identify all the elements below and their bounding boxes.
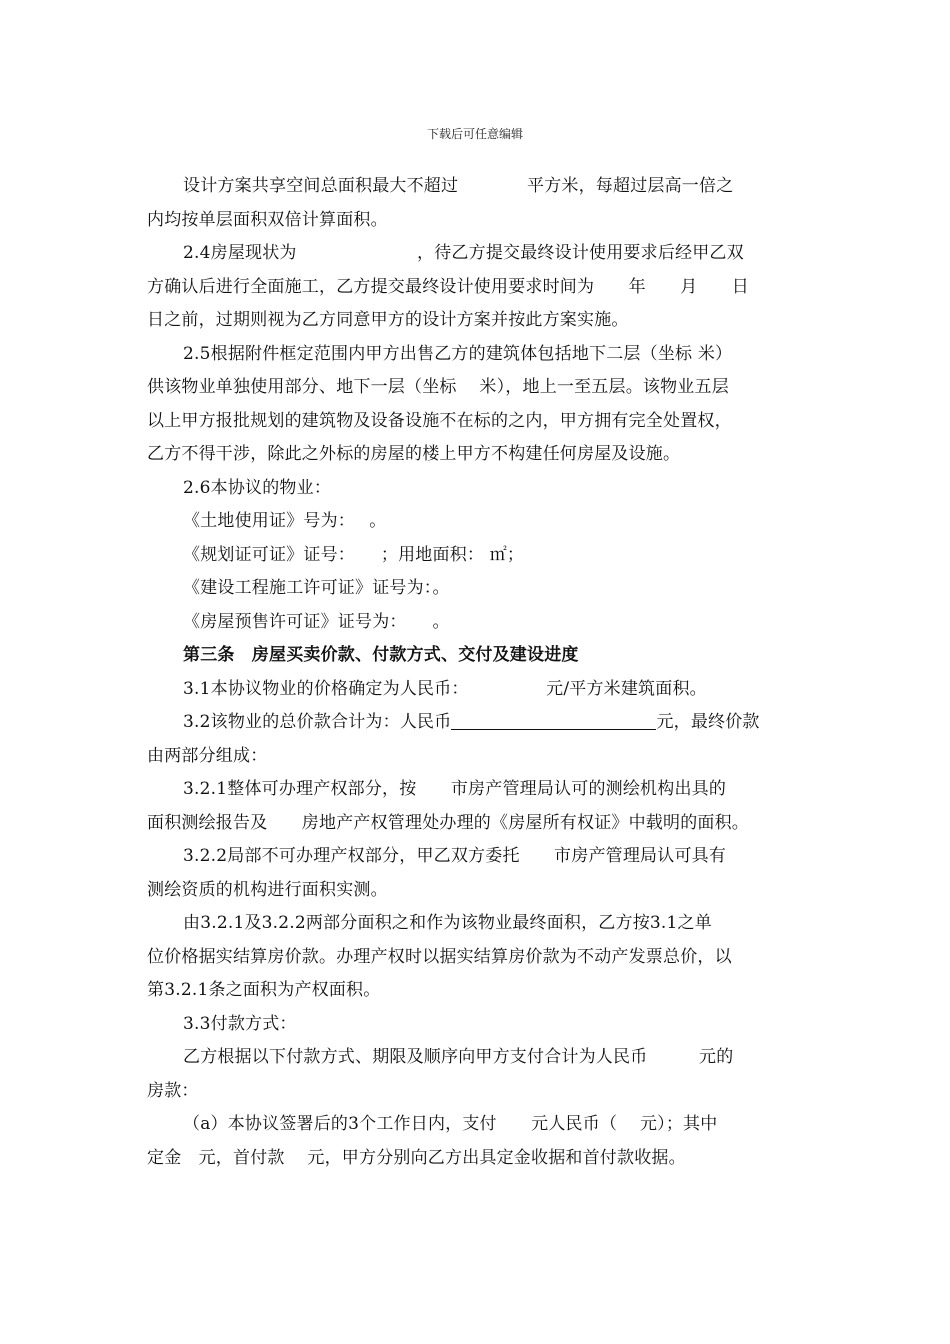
text-line: 日之前，过期则视为乙方同意甲方的设计方案并按此方案实施。 (147, 310, 629, 330)
text-line: 《土地使用证》号为： 。 (183, 511, 387, 531)
text-line: 《房屋预售许可证》证号为： 。 (183, 611, 450, 632)
text-line: 由3.2.1及3.2.2两部分面积之和作为该物业最终面积，乙方按3.1之单 (183, 913, 712, 933)
text-line: 以上甲方报批规划的建筑物及设备设施不在标的之内，甲方拥有完全处置权， (147, 410, 732, 431)
text-line: 供该物业单独使用部分、地下一层（坐标 米），地上一至五层。该物业五层 (147, 377, 729, 397)
page-header: 下载后可任意编辑 (426, 127, 523, 141)
text-line: 3.2.1整体可办理产权部分，按 市房产管理局认可的测绘机构出具的 (183, 779, 727, 799)
text-line: 2.6本协议的物业： (183, 477, 332, 498)
section-heading: 第三条 房屋买卖价款、付款方式、交付及建设进度 (183, 645, 579, 665)
text-line: （a）本协议签署后的3个工作日内，支付 元人民币（ 元）；其中 (183, 1114, 718, 1134)
text-line: 乙方根据以下付款方式、期限及顺序向甲方支付合计为人民币 元的 (183, 1047, 734, 1067)
text-line: 由两部分组成： (147, 745, 268, 766)
text-segment: 3.2该物业的总价款合计为：人民币 (183, 712, 452, 732)
text-line: 面积测绘报告及 房地产产权管理处办理的《房屋所有权证》中载明的面积。 (147, 812, 749, 833)
text-line: 第3.2.1条之面积为产权面积。 (147, 980, 381, 1000)
text-line: 《建设工程施工许可证》证号为：。 (183, 578, 450, 598)
text-line: 定金 元，首付款 元，甲方分别向乙方出具定金收据和首付款收据。 (147, 1147, 686, 1168)
text-line: 测绘资质的机构进行面积实测。 (147, 879, 388, 900)
text-line: 2.4房屋现状为 ，待乙方提交最终设计使用要求后经甲乙双 (183, 243, 744, 263)
text-line: 内均按单层面积双倍计算面积。 (147, 209, 388, 230)
text-line: 3.1本协议物业的价格确定为人民币： 元/平方米建筑面积。 (183, 678, 707, 699)
text-line: 方确认后进行全面施工，乙方提交最终设计使用要求时间为 年 月 日 (147, 276, 749, 297)
text-line (147, 706, 807, 740)
text-line: 设计方案共享空间总面积最大不超过 平方米，每超过层高一倍之 (183, 176, 734, 196)
document-body (147, 170, 807, 1175)
text-line: 2.5根据附件框定范围内甲方出售乙方的建筑体包括地下二层（坐标 米） (183, 343, 733, 364)
text-line: 3.3付款方式： (183, 1013, 297, 1034)
text-line: 房款： (147, 1080, 199, 1101)
text-segment: 元，最终价款 (656, 712, 760, 732)
text-line: 乙方不得干涉，除此之外标的房屋的楼上甲方不构建任何房屋及设施。 (147, 444, 681, 464)
blank-underline (451, 709, 656, 730)
text-line: 3.2.2局部不可办理产权部分，甲乙双方委托 市房产管理局认可具有 (183, 846, 727, 866)
text-line: 位价格据实结算房价款。办理产权时以据实结算房价款为不动产发票总价，以 (147, 946, 732, 967)
text-line: 《规划证可证》证号： ；用地面积： ㎡； (183, 544, 525, 565)
